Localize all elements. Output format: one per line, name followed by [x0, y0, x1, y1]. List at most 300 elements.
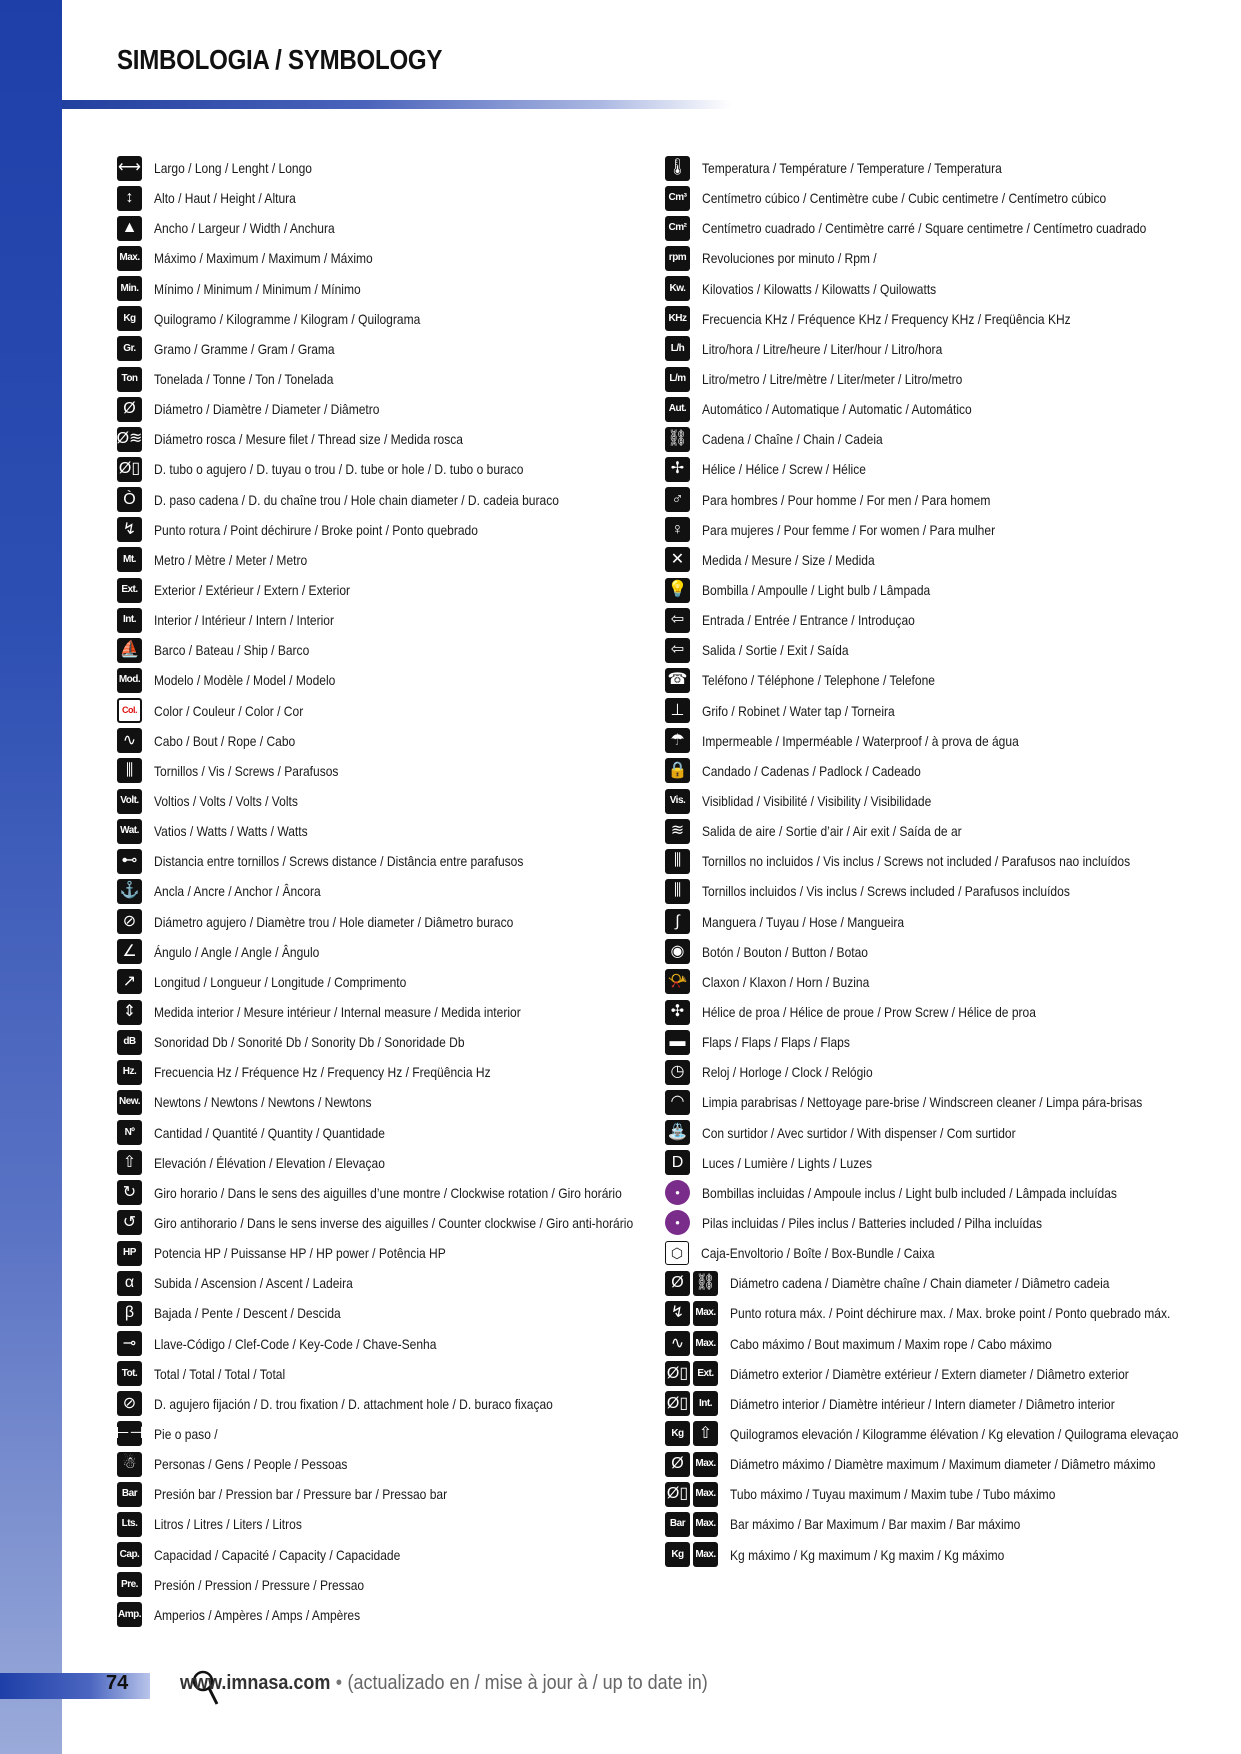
symbol-row — [665, 816, 1205, 846]
symbol-label: Tornillos no incluidos / Vis inclus / Screws not included / Parafusos nao incluídos — [702, 853, 1131, 870]
symbol-row — [117, 424, 657, 454]
longitude-icon: ↗ — [117, 969, 142, 994]
symbol-icons — [665, 879, 690, 904]
watts-icon: Wat. — [117, 819, 142, 844]
symbol-label: Punto rotura / Point déchirure / Broke point / Ponto quebrado — [154, 521, 478, 538]
max-icon: Max. — [693, 1512, 718, 1537]
symbol-row — [665, 1359, 1205, 1389]
max-icon: Max. — [693, 1542, 718, 1567]
symbol-label: Flaps / Flaps / Flaps / Flaps — [702, 1034, 850, 1051]
symbol-label: Hélice / Hélice / Screw / Hélice — [702, 461, 866, 478]
volts-icon: Volt. — [117, 789, 142, 814]
symbol-icons — [665, 336, 690, 361]
symbol-row — [665, 846, 1205, 876]
page-number: 74 — [106, 1672, 129, 1694]
screws-distance-icon: ⊷ — [117, 849, 142, 874]
symbol-label: Con surtidor / Avec surtidor / With dispenser / Com surtidor — [702, 1124, 1016, 1141]
symbol-row — [117, 1359, 657, 1389]
symbol-icons — [665, 306, 690, 331]
symbol-row — [117, 1268, 657, 1298]
symbol-label: Diámetro cadena / Diamètre chaîne / Chain diameter / Diâmetro cadeia — [730, 1275, 1110, 1292]
symbol-row — [117, 213, 657, 243]
foot-icon: ⊢⊣ — [117, 1421, 142, 1446]
symbol-icons — [117, 1301, 142, 1326]
symbol-label: Limpia parabrisas / Nettoyage pare-brise / Windscreen cleaner / Limpa pára-brisas — [702, 1094, 1143, 1111]
symbol-label: Diámetro / Diamètre / Diameter / Diâmetro — [154, 401, 380, 418]
symbol-label: Diámetro máximo / Diamètre maximum / Maximum diameter / Diâmetro máximo — [730, 1456, 1156, 1473]
telephone-icon: ☎ — [665, 668, 690, 693]
symbol-icons — [665, 1452, 718, 1477]
symbol-label: Ancho / Largeur / Width / Anchura — [154, 220, 335, 237]
symbol-label: Medida interior / Mesure intérieur / Internal measure / Medida interior — [154, 1004, 521, 1020]
clock-icon: ◷ — [665, 1060, 690, 1085]
symbol-row — [665, 1509, 1205, 1539]
symbol-row — [117, 153, 657, 183]
symbol-label: D. tubo o agujero / D. tuyau o trou / D. tube or hole / D. tubo o buraco — [154, 461, 524, 478]
symbol-label: Litro/hora / Litre/heure / Liter/hour / Litro/hora — [702, 340, 943, 357]
chain-icon: ⛓ — [693, 1271, 718, 1296]
symbol-label: Botón / Bouton / Button / Botao — [702, 943, 869, 960]
meter-icon: Mt. — [117, 547, 142, 572]
symbol-label: Sonoridad Db / Sonorité Db / Sonority Db / Sonoridade Db — [154, 1034, 465, 1051]
symbol-row — [117, 1328, 657, 1358]
symbol-row — [665, 1238, 1205, 1268]
symbol-icons — [665, 1210, 690, 1235]
symbol-label: Candado / Cadenas / Padlock / Cadeado — [702, 762, 921, 779]
symbol-row — [665, 1328, 1205, 1358]
symbol-label: Hélice de proa / Hélice de proue / Prow Screw / Hélice de proa — [702, 1004, 1036, 1020]
symbol-label: Temperatura / Température / Temperature / Temperatura — [702, 160, 1002, 177]
tube-icon: Ø▯ — [665, 1391, 690, 1416]
female-icon: ♀ — [665, 517, 690, 542]
symbol-row — [665, 635, 1205, 665]
symbol-icons — [117, 1271, 142, 1296]
interior-icon: Int. — [693, 1391, 718, 1416]
hose-icon: ∫ — [665, 909, 690, 934]
symbol-row — [665, 756, 1205, 786]
chain-icon: ⛓ — [665, 427, 690, 452]
male-icon: ♂ — [665, 487, 690, 512]
symbol-row — [665, 937, 1205, 967]
cubic-centimeter-icon: Cm³ — [665, 186, 690, 211]
symbol-icons — [665, 939, 690, 964]
symbol-row — [117, 1449, 657, 1479]
symbol-label: Teléfono / Téléphone / Telephone / Telefone — [702, 672, 935, 689]
symbol-icons — [665, 1301, 718, 1326]
symbol-label: Para hombres / Pour homme / For men / Para homem — [702, 491, 991, 508]
symbol-row — [117, 454, 657, 484]
max-icon: Max. — [117, 246, 142, 271]
amperes-icon: Amp. — [117, 1602, 142, 1627]
symbol-icons — [665, 969, 690, 994]
total-icon: Tot. — [117, 1361, 142, 1386]
symbol-label: Kg máximo / Kg maximum / Kg maxim / Kg máximo — [730, 1546, 1005, 1563]
symbol-label: Frecuencia Hz / Fréquence Hz / Frequency Hz / Freqüência Hz — [154, 1064, 491, 1081]
symbol-row — [117, 1057, 657, 1087]
symbol-icons — [117, 1572, 142, 1597]
symbol-icons — [665, 427, 690, 452]
symbol-icons — [665, 1271, 718, 1296]
symbol-row — [665, 1148, 1205, 1178]
symbol-label: Diámetro interior / Diamètre intérieur / Intern diameter / Diâmetro interior — [730, 1395, 1115, 1412]
counter-clockwise-icon: ↺ — [117, 1210, 142, 1235]
angle-icon: ∠ — [117, 939, 142, 964]
symbol-row — [665, 786, 1205, 816]
symbol-icons — [117, 156, 142, 181]
symbol-icons — [665, 186, 690, 211]
symbol-label: Salida de aire / Sortie d’air / Air exit / Saída de ar — [702, 823, 962, 840]
symbol-row — [117, 1389, 657, 1419]
symbol-row — [665, 1178, 1205, 1208]
symbol-icons — [665, 1090, 690, 1115]
symbol-row — [665, 1539, 1205, 1569]
symbol-row — [665, 1389, 1205, 1419]
symbol-row — [117, 665, 657, 695]
symbol-row — [117, 1087, 657, 1117]
symbol-icons — [117, 1391, 142, 1416]
symbol-row — [665, 997, 1205, 1027]
symbol-row — [665, 545, 1205, 575]
symbol-row — [665, 907, 1205, 937]
symbol-row — [665, 213, 1205, 243]
symbol-icons — [665, 457, 690, 482]
pressure-bar-icon: Bar — [117, 1482, 142, 1507]
symbol-icons — [117, 1120, 142, 1145]
symbol-icons — [117, 939, 142, 964]
symbol-icons — [117, 186, 142, 211]
symbol-label: Ancla / Ancre / Anchor / Âncora — [154, 883, 321, 900]
symbol-label: Longitud / Longueur / Longitude / Comprimento — [154, 973, 407, 990]
exterior-icon: Ext. — [693, 1361, 718, 1386]
symbol-icons — [665, 849, 690, 874]
symbol-row — [117, 696, 657, 726]
automatic-icon: Aut. — [665, 397, 690, 422]
symbol-label: Impermeable / Imperméable / Waterproof / à prova de água — [702, 732, 1019, 749]
symbol-icons — [117, 336, 142, 361]
symbol-icons — [665, 578, 690, 603]
symbol-label: Cadena / Chaîne / Chain / Cadeia — [702, 431, 883, 448]
tube-hole-icon: Ø▯ — [117, 457, 142, 482]
symbol-row — [665, 1298, 1205, 1328]
website-link[interactable]: www.imnasa.com — [180, 1672, 331, 1694]
prow-screw-icon: ✣ — [665, 1000, 690, 1025]
symbol-icons — [665, 668, 690, 693]
symbol-row — [665, 696, 1205, 726]
symbol-row — [117, 1118, 657, 1148]
symbol-row — [117, 575, 657, 605]
width-icon: ▲ — [117, 216, 142, 241]
symbol-row — [117, 1298, 657, 1328]
symbol-label: Medida / Mesure / Size / Medida — [702, 551, 875, 568]
symbol-label: Tonelada / Tonne / Ton / Tonelada — [154, 371, 334, 388]
symbol-icons — [117, 1150, 142, 1175]
symbol-row — [665, 515, 1205, 545]
symbol-row — [117, 183, 657, 213]
symbol-row — [665, 1479, 1205, 1509]
symbol-row — [665, 454, 1205, 484]
symbol-label: Personas / Gens / People / Pessoas — [154, 1456, 348, 1473]
horsepower-icon: HP — [117, 1241, 142, 1266]
symbol-label: Para mujeres / Pour femme / For women / Para mulher — [702, 521, 996, 538]
symbol-icons — [117, 216, 142, 241]
waterproof-icon: ☂ — [665, 728, 690, 753]
symbol-icons — [117, 819, 142, 844]
symbol-icons — [117, 487, 142, 512]
symbol-label: Alto / Haut / Height / Altura — [154, 190, 296, 207]
symbol-icons — [665, 1060, 690, 1085]
symbol-label: Ángulo / Angle / Angle / Ângulo — [154, 943, 320, 960]
dispenser-icon: ⛲ — [665, 1120, 690, 1145]
symbol-label: Vatios / Watts / Watts / Watts — [154, 823, 308, 840]
symbol-icons — [117, 397, 142, 422]
symbol-icons — [117, 1000, 142, 1025]
symbol-icons — [665, 1241, 689, 1265]
symbol-row — [665, 424, 1205, 454]
frequency-khz-icon: KHz — [665, 306, 690, 331]
people-icon: ☃ — [117, 1452, 142, 1477]
symbol-row — [117, 1238, 657, 1268]
liters-icon: Lts. — [117, 1512, 142, 1537]
symbol-icons — [665, 1000, 690, 1025]
symbol-row — [117, 1178, 657, 1208]
symbol-icons — [665, 638, 690, 663]
symbol-label: Cantidad / Quantité / Quantity / Quantidade — [154, 1124, 385, 1141]
symbol-row — [665, 274, 1205, 304]
symbol-icons — [117, 909, 142, 934]
symbol-icons — [665, 728, 690, 753]
symbol-label: Tornillos incluidos / Vis inclus / Screws included / Parafusos incluídos — [702, 883, 1070, 900]
descent-icon: β — [117, 1301, 142, 1326]
ton-icon: Ton — [117, 367, 142, 392]
broke-point-icon: ↯ — [665, 1301, 690, 1326]
symbol-icons — [665, 909, 690, 934]
symbol-label: Tubo máximo / Tuyau maximum / Maxim tube / Tubo máximo — [730, 1486, 1056, 1503]
symbol-icons — [665, 487, 690, 512]
symbol-icons — [665, 1512, 718, 1537]
liter-hour-icon: L/h — [665, 336, 690, 361]
page-title: SIMBOLOGIA / SYMBOLOGY — [117, 44, 443, 75]
symbol-row — [665, 726, 1205, 756]
exit-icon: ⇦ — [665, 638, 690, 663]
symbol-icons — [665, 367, 690, 392]
symbol-label: Barco / Bateau / Ship / Barco — [154, 642, 310, 659]
entrance-icon: ⇦ — [665, 608, 690, 633]
symbol-label: Centímetro cuadrado / Centimètre carré / Square centimetre / Centímetro cuadrado — [702, 220, 1147, 237]
elevation-icon: ⇧ — [117, 1150, 142, 1175]
symbol-icons — [117, 1180, 142, 1205]
horn-icon: 📯 — [665, 969, 690, 994]
tube-icon: Ø▯ — [665, 1482, 690, 1507]
symbol-label: Revoluciones por minuto / Rpm / — [702, 250, 877, 267]
sonority-icon: dB — [117, 1030, 142, 1055]
symbol-icons — [117, 427, 142, 452]
symbol-icons — [117, 457, 142, 482]
symbol-icons — [665, 789, 690, 814]
symbol-icons — [665, 758, 690, 783]
symbol-label: Claxon / Klaxon / Horn / Buzina — [702, 973, 870, 990]
symbol-label: Modelo / Modèle / Model / Modelo — [154, 672, 336, 689]
symbol-icons — [117, 547, 142, 572]
symbol-icons — [117, 517, 142, 542]
symbol-label: Salida / Sortie / Exit / Saída — [702, 642, 849, 659]
symbol-icons — [117, 879, 142, 904]
symbol-label: Máximo / Maximum / Maximum / Máximo — [154, 250, 373, 267]
interior-icon: Int. — [117, 608, 142, 633]
symbol-icons — [117, 578, 142, 603]
kilowatts-icon: Kw. — [665, 276, 690, 301]
symbol-icons — [117, 668, 142, 693]
symbol-icons — [665, 608, 690, 633]
max-icon: Max. — [693, 1452, 718, 1477]
pressure-icon: Pre. — [117, 1572, 142, 1597]
kilogram-icon: Kg — [117, 306, 142, 331]
symbol-label: Bajada / Pente / Descent / Descida — [154, 1305, 341, 1322]
symbol-icons — [117, 969, 142, 994]
elevation-icon: ⇧ — [693, 1421, 718, 1446]
attachment-hole-icon: ⊘ — [117, 1391, 142, 1416]
symbol-row — [117, 1479, 657, 1509]
symbol-icons — [117, 1030, 142, 1055]
flaps-icon: ▬ — [665, 1030, 690, 1055]
button-icon: ◉ — [665, 939, 690, 964]
quantity-icon: Nº — [117, 1120, 142, 1145]
symbol-label: Bar máximo / Bar Maximum / Bar maxim / Bar máximo — [730, 1516, 1021, 1533]
capacity-icon: Cap. — [117, 1542, 142, 1567]
symbol-row — [117, 937, 657, 967]
symbol-row — [117, 545, 657, 575]
symbol-list-left — [117, 153, 657, 1630]
symbol-row — [665, 394, 1205, 424]
symbol-row — [117, 1027, 657, 1057]
symbol-icons — [665, 547, 690, 572]
rope-icon: ∿ — [117, 728, 142, 753]
symbol-row — [117, 876, 657, 906]
key-code-icon: ⊸ — [117, 1331, 142, 1356]
frequency-hz-icon: Hz. — [117, 1060, 142, 1085]
model-icon: Mod. — [117, 668, 142, 693]
symbol-row — [665, 1268, 1205, 1298]
symbol-label: Subida / Ascension / Ascent / Ladeira — [154, 1275, 353, 1292]
symbol-label: Capacidad / Capacité / Capacity / Capacidade — [154, 1546, 401, 1563]
symbol-icons — [665, 819, 690, 844]
symbol-icons — [665, 1482, 718, 1507]
rpm-icon: rpm — [665, 246, 690, 271]
diameter-icon: Ø — [665, 1452, 690, 1477]
symbol-icons — [665, 156, 690, 181]
symbol-row — [665, 575, 1205, 605]
ascent-icon: α — [117, 1271, 142, 1296]
clockwise-icon: ↻ — [117, 1180, 142, 1205]
kilogram-icon: Kg — [665, 1542, 690, 1567]
screws-icon: ⫼ — [117, 758, 142, 783]
symbol-icons — [665, 1150, 690, 1175]
box-bundle-icon: ⬡ — [665, 1241, 689, 1265]
symbol-label: Cabo máximo / Bout maximum / Maxim rope / Cabo máximo — [730, 1335, 1052, 1352]
exterior-icon: Ext. — [117, 578, 142, 603]
symbol-label: Voltios / Volts / Volts / Volts — [154, 793, 298, 810]
min-icon: Min. — [117, 276, 142, 301]
visibility-icon: Vis. — [665, 789, 690, 814]
pressure-bar-icon: Bar — [665, 1512, 690, 1537]
height-icon: ↕ — [117, 186, 142, 211]
liter-meter-icon: L/m — [665, 367, 690, 392]
symbol-row — [117, 967, 657, 997]
symbol-icons — [117, 728, 142, 753]
ship-icon: ⛵ — [117, 638, 142, 663]
symbol-row — [117, 1539, 657, 1569]
symbol-row — [665, 1087, 1205, 1117]
symbol-label: Elevación / Élévation / Elevation / Elevaçao — [154, 1154, 385, 1171]
symbol-icons — [665, 1180, 690, 1205]
symbol-row — [117, 997, 657, 1027]
symbol-icons — [117, 276, 142, 301]
symbol-icons — [117, 1542, 142, 1567]
symbol-row — [665, 1027, 1205, 1057]
symbol-label: Litros / Litres / Liters / Litros — [154, 1516, 302, 1533]
windscreen-cleaner-icon: ◠ — [665, 1090, 690, 1115]
symbol-row — [117, 1208, 657, 1238]
symbol-row — [117, 1148, 657, 1178]
symbol-icons — [117, 1361, 142, 1386]
symbol-label: Visiblidad / Visibilité / Visibility / Visibilidade — [702, 793, 932, 810]
symbol-icons — [665, 1361, 718, 1386]
symbol-label: Bombillas incluidas / Ampoule inclus / Light bulb included / Lâmpada incluídas — [702, 1184, 1117, 1201]
padlock-icon: 🔒 — [665, 758, 690, 783]
rope-icon: ∿ — [665, 1331, 690, 1356]
symbol-label: Interior / Intérieur / Intern / Interior — [154, 612, 335, 629]
diameter-icon: Ø — [665, 1271, 690, 1296]
symbol-label: Centímetro cúbico / Centimètre cube / Cubic centimetre / Centímetro cúbico — [702, 190, 1107, 207]
symbol-icons — [117, 246, 142, 271]
symbol-label: Giro antihorario / Dans le sens inverse des aiguilles / Counter clockwise / Giro anti-horário — [154, 1214, 634, 1231]
gram-icon: Gr. — [117, 336, 142, 361]
symbol-icons — [665, 246, 690, 271]
light-bulb-icon: 💡 — [665, 578, 690, 603]
symbol-label: Gramo / Gramme / Gram / Grama — [154, 340, 335, 357]
symbol-row — [117, 846, 657, 876]
symbol-icons — [117, 608, 142, 633]
symbol-row — [117, 394, 657, 424]
symbol-icons — [665, 1421, 718, 1446]
title-underline — [62, 100, 732, 109]
symbol-icons — [665, 1331, 718, 1356]
symbol-icons — [665, 216, 690, 241]
symbol-label: Pie o paso / — [154, 1425, 218, 1442]
square-centimeter-icon: Cm² — [665, 216, 690, 241]
symbol-label: Grifo / Robinet / Water tap / Torneira — [702, 702, 895, 719]
symbol-row — [665, 1419, 1205, 1449]
symbol-icons — [665, 1391, 718, 1416]
symbol-icons — [665, 698, 690, 723]
symbol-label: Largo / Long / Lenght / Longo — [154, 160, 312, 177]
symbol-row — [665, 243, 1205, 273]
screws-included-icon: ⫼ — [665, 879, 690, 904]
broke-point-icon: ↯ — [117, 517, 142, 542]
symbol-row — [117, 1600, 657, 1630]
max-icon: Max. — [693, 1301, 718, 1326]
newtons-icon: New. — [117, 1090, 142, 1115]
symbol-label: Reloj / Horloge / Clock / Relógio — [702, 1064, 873, 1081]
symbol-icons — [665, 397, 690, 422]
symbol-icons — [117, 849, 142, 874]
symbol-row — [117, 243, 657, 273]
diameter-icon: Ø — [117, 397, 142, 422]
symbol-label: Potencia HP / Puissanse HP / HP power / Potência HP — [154, 1245, 446, 1262]
symbol-list-right — [665, 153, 1205, 1570]
symbol-icons — [665, 276, 690, 301]
symbol-icons — [117, 1452, 142, 1477]
symbol-row — [665, 1449, 1205, 1479]
